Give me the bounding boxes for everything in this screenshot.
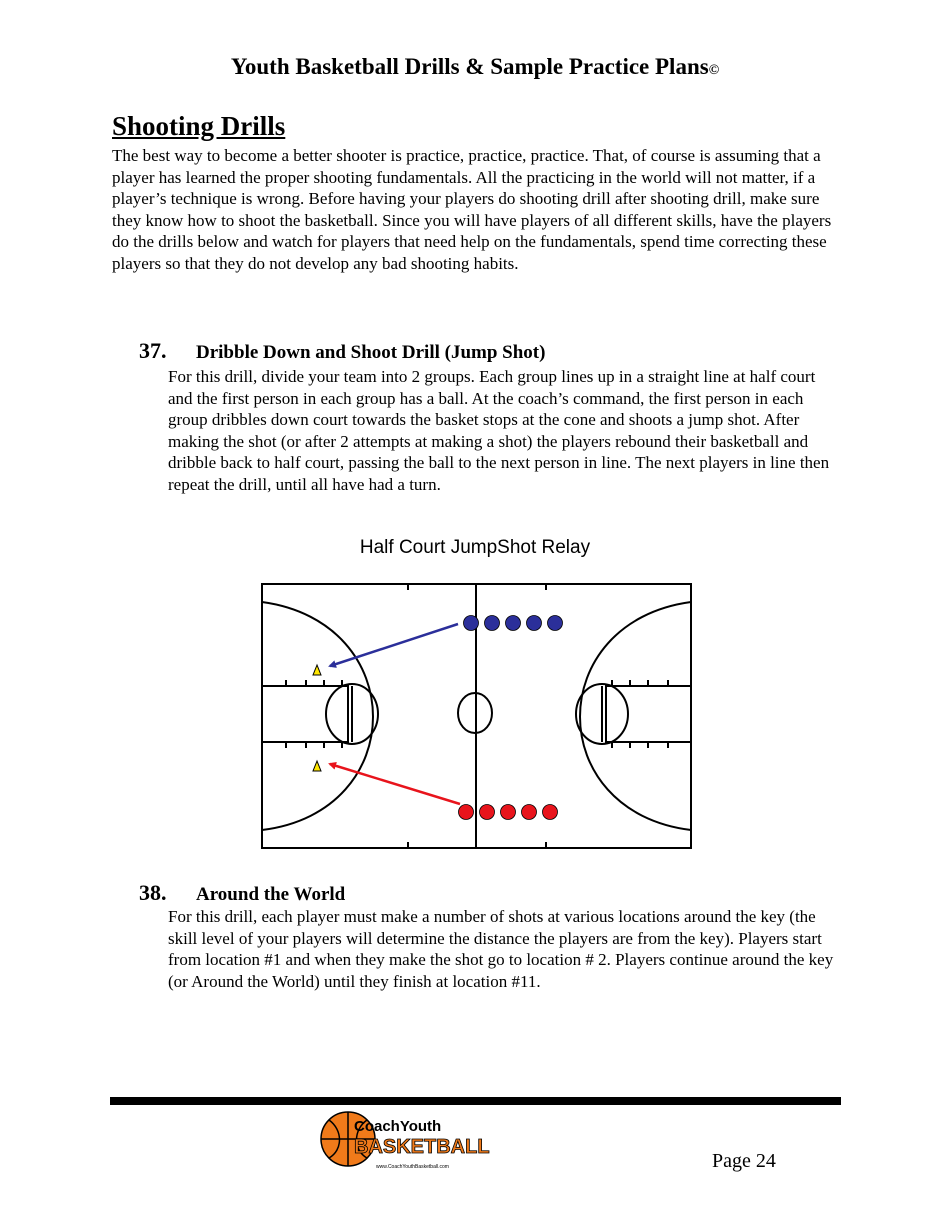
document-header <box>0 54 950 80</box>
drill-37-description: For this drill, divide your team into 2 groups. Each group lines up in a straight line at half court and the first person in each group has a ball. At the coach’s command, the first person in each group dribbles down court towards the basket stops at the cone and shoots a jump shot. After making the shot (or after 2 attempts at making a shot) the players rebound their basketball and dribble back to half court, passing the ball to the next person in line. The next players in line then repeat the drill, until all have had a turn. <box>168 367 830 494</box>
left-key <box>262 686 348 742</box>
player-marker <box>506 616 521 631</box>
drill-title: Around the World <box>196 884 346 905</box>
drill-37-heading <box>139 338 545 364</box>
blue-player-group <box>464 616 563 631</box>
logo-url: www.CoachYouthBasketball.com <box>376 1164 449 1170</box>
drill-38-description: For this drill, each player must make a number of shots at various locations around the key (the skill level of your players will determine the distance the players are from the key). Players start from location #1 and when they make the shot go to location # 2. Players continue around the key (or Around the World) until they finish at location #11. <box>168 907 834 991</box>
player-marker <box>485 616 500 631</box>
player-marker <box>464 616 479 631</box>
cone-top <box>313 665 321 675</box>
copyright-symbol: © <box>708 63 720 78</box>
logo-line1: CoachYouth <box>354 1118 442 1135</box>
diagram-title: Half Court JumpShot Relay <box>359 537 591 558</box>
header-title: Youth Basketball Drills & Sample Practice Plans <box>230 54 709 79</box>
player-marker <box>543 805 558 820</box>
logo-line2: BASKETBALL <box>354 1136 490 1158</box>
drill-38-heading <box>139 880 345 906</box>
player-marker <box>459 805 474 820</box>
section-title: Shooting Drills <box>112 111 286 141</box>
left-three-point-arc <box>262 602 373 830</box>
player-marker <box>501 805 516 820</box>
player-marker <box>522 805 537 820</box>
intro-paragraph: The best way to become a better shooter is practice, practice, practice. That, of course is assuming that a player has learned the proper shooting fundamentals. All the practicing in the world will not matter, if a player’s technique is wrong. Before having your players do shooting drill after shooting drill, make sure they know how to shoot the basketball. Since you will have players of all different skills, have the players do the drills below and watch for players that need help on the fundamentals, spend time correcting these players so that they do not develop any bad shooting habits. <box>112 146 832 273</box>
court-diagram <box>260 582 694 852</box>
footer-rule <box>110 1097 841 1105</box>
blue-arrow <box>330 624 458 666</box>
right-three-point-arc <box>580 602 691 830</box>
player-marker <box>480 805 495 820</box>
drill-title: Dribble Down and Shoot Drill (Jump Shot) <box>196 342 546 363</box>
player-marker <box>527 616 542 631</box>
drill-number: 38. <box>139 880 167 905</box>
red-player-group <box>459 805 558 820</box>
right-key <box>606 686 691 742</box>
drill-number: 37. <box>139 338 167 363</box>
player-marker <box>548 616 563 631</box>
cone-bottom <box>313 761 321 771</box>
coach-youth-basketball-logo <box>318 1105 502 1173</box>
page-number: Page 24 <box>712 1150 776 1172</box>
